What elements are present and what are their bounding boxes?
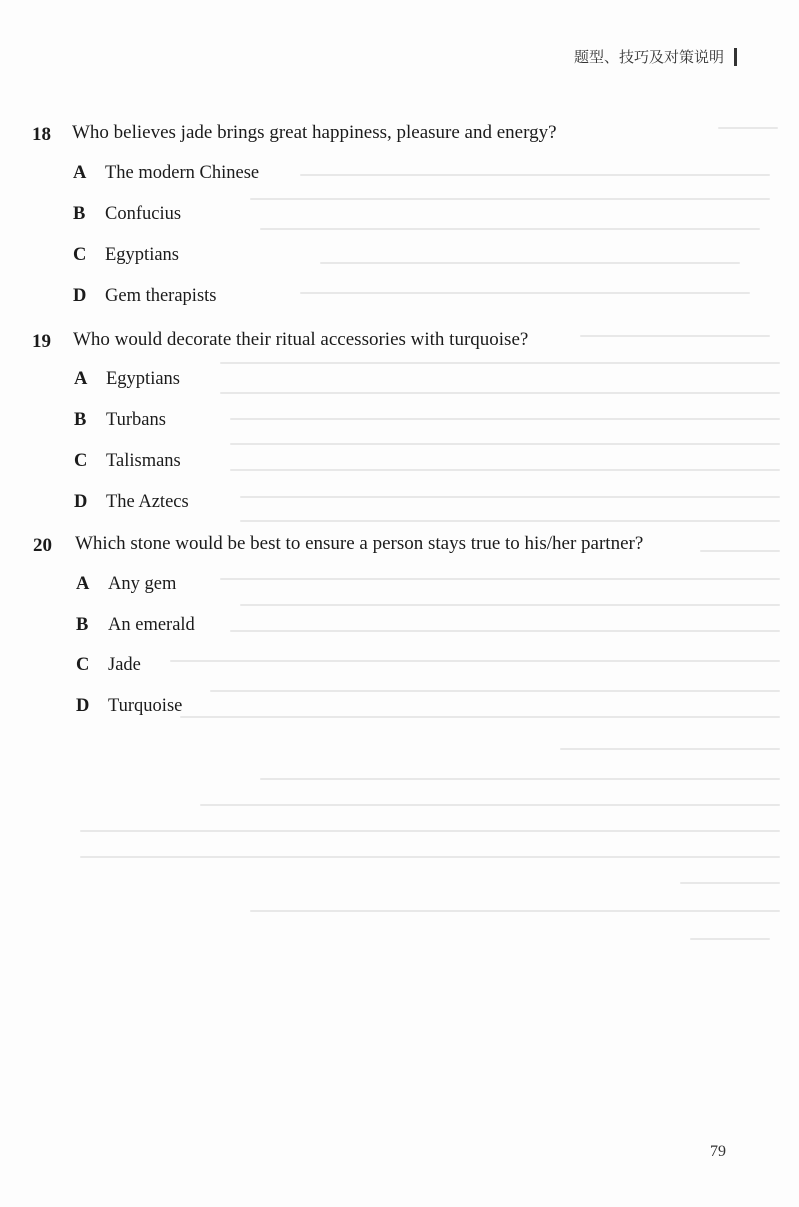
page-number: 79 xyxy=(710,1143,726,1160)
question-number: 20 xyxy=(33,535,52,556)
option-letter: A xyxy=(74,369,88,389)
option-text: Talismans xyxy=(106,451,181,471)
option-a xyxy=(76,574,176,595)
option-letter: A xyxy=(73,163,87,183)
option-letter: C xyxy=(74,451,88,471)
option-letter: C xyxy=(73,245,87,265)
option-text: Egyptians xyxy=(105,245,179,265)
option-text: Turbans xyxy=(106,410,166,430)
option-text: Turquoise xyxy=(108,696,183,716)
option-d xyxy=(74,492,189,513)
option-text: Jade xyxy=(108,655,141,675)
option-c xyxy=(74,451,181,472)
section-title: 题型、技巧及对策说明 xyxy=(573,50,724,66)
option-d xyxy=(73,286,217,307)
option-text: Confucius xyxy=(105,204,182,224)
option-a xyxy=(74,369,180,390)
question-number: 18 xyxy=(32,124,51,145)
question-text: Who would decorate their ritual accessories with turquoise? xyxy=(73,329,529,350)
option-letter: D xyxy=(76,696,90,716)
option-text: An emerald xyxy=(108,615,195,635)
option-letter: D xyxy=(73,286,87,306)
question-text: Who believes jade brings great happiness, pleasure and energy? xyxy=(72,122,557,143)
option-b xyxy=(76,615,195,636)
option-text: Egyptians xyxy=(106,369,180,389)
header-rule xyxy=(734,48,737,66)
option-b xyxy=(74,410,166,431)
option-text: Any gem xyxy=(108,574,177,594)
option-text: Gem therapists xyxy=(105,286,217,306)
option-letter: C xyxy=(76,655,90,675)
option-text: The modern Chinese xyxy=(105,163,260,183)
option-text: The Aztecs xyxy=(106,492,189,512)
option-letter: B xyxy=(73,204,86,224)
option-c xyxy=(73,245,179,266)
question-text: Which stone would be best to ensure a person stays true to his/her partner? xyxy=(75,533,644,554)
running-header xyxy=(574,46,737,67)
option-b xyxy=(73,204,181,225)
option-d xyxy=(76,696,182,717)
option-a xyxy=(73,163,259,184)
question-number: 19 xyxy=(32,331,51,352)
option-letter: B xyxy=(74,410,87,430)
option-letter: B xyxy=(76,615,89,635)
option-letter: D xyxy=(74,492,88,512)
option-letter: A xyxy=(76,574,90,594)
option-c xyxy=(76,655,141,676)
